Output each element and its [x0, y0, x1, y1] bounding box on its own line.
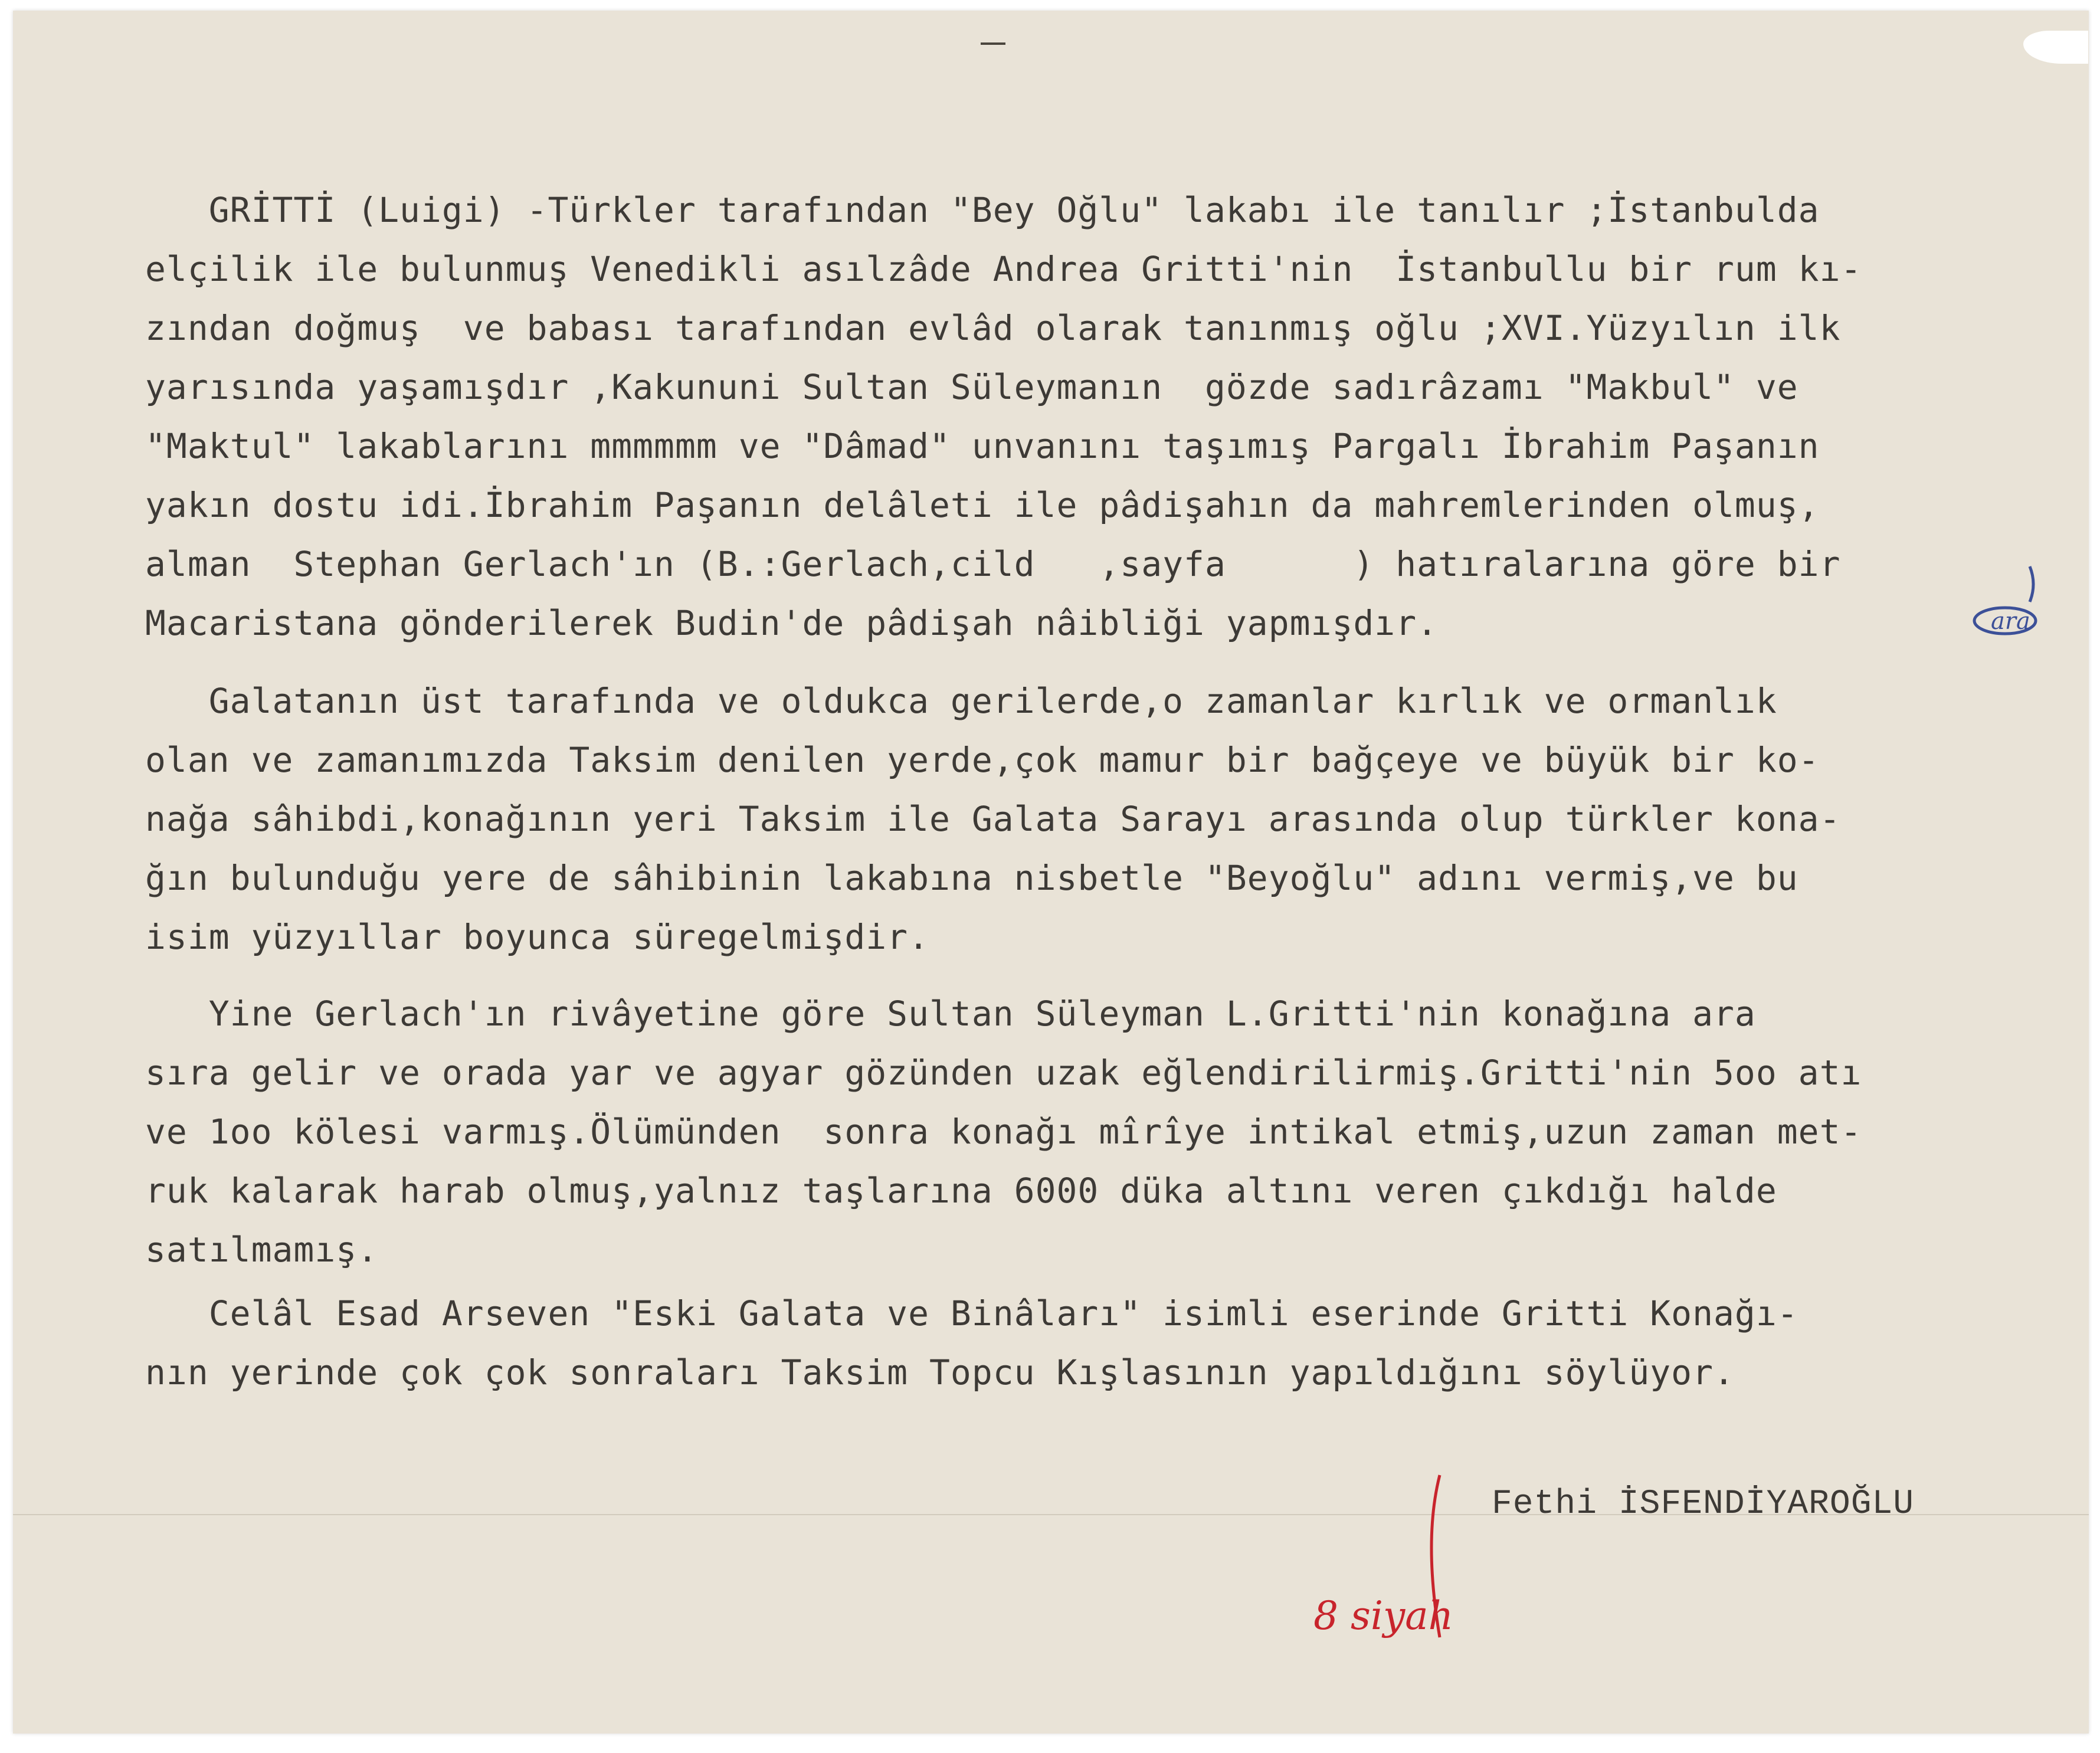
text-line: GRİTTİ (Luigi) -Türkler tarafından "Bey Oğlu" lakabı ile tanılır ;İstanbulda	[145, 190, 1820, 230]
text-line: isim yüzyıllar boyunca süregelmişdir.	[145, 917, 930, 957]
paragraph-4	[145, 1284, 1798, 1402]
text-line: elçilik ile bulunmuş Venedikli asılzâde Andrea Gritti'nin İstanbullu bir rum kı-	[145, 249, 1862, 289]
text-line: satılmamış.	[145, 1230, 379, 1270]
text-line: alman Stephan Gerlach'ın (B.:Gerlach,cild ,sayfa ) hatıralarına göre bir	[145, 544, 1841, 584]
text-line: ve 1oo kölesi varmış.Ölümünden sonra konağı mîrîye intikal etmiş,uzun zaman met-	[145, 1112, 1862, 1152]
text-line: Celâl Esad Arseven "Eski Galata ve Binâları" isimli eserinde Gritti Konağı-	[145, 1293, 1798, 1333]
text-line: ruk kalarak harab olmuş,yalnız taşlarına 6000 düka altını veren çıkdığı halde	[145, 1171, 1777, 1211]
annotation-red: 8 siyah	[1313, 1593, 1454, 1639]
signature: Fethi İSFENDİYAROĞLU	[1492, 1485, 1915, 1523]
text-line: ğın bulunduğu yere de sâhibinin lakabına nisbetle "Beyoğlu" adını vermiş,ve bu	[145, 858, 1798, 898]
text-line: olan ve zamanımızda Taksim denilen yerde,çok mamur bir bağçeye ve büyük bir ko-	[145, 740, 1820, 780]
top-mark	[981, 42, 1005, 45]
annotation-ara: ara	[1991, 608, 2030, 635]
text-line: nağa sâhibdi,konağının yeri Taksim ile Galata Sarayı arasında olup türkler kona-	[145, 799, 1841, 839]
paragraph-3	[145, 984, 1862, 1279]
text-line: Galatanın üst tarafında ve oldukca gerilerde,o zamanlar kırlık ve ormanlık	[145, 681, 1777, 721]
text-line: zından doğmuş ve babası tarafından evlâd olarak tanınmış oğlu ;XVI.Yüzyılın ilk	[145, 308, 1841, 348]
paragraph-2	[145, 671, 1841, 966]
text-line: nın yerinde çok çok sonraları Taksim Topcu Kışlasının yapıldığını söylüyor.	[145, 1352, 1735, 1392]
blue-pen-bracket	[2030, 566, 2033, 602]
text-line: yarısında yaşamışdır ,Kakununi Sultan Süleymanın gözde sadırâzamı "Makbul" ve	[145, 367, 1798, 407]
text-line: "Maktul" lakablarını mmmmmm ve "Dâmad" unvanını taşımış Pargalı İbrahim Paşanın	[145, 426, 1820, 466]
text-line: yakın dostu idi.İbrahim Paşanın delâleti ile pâdişahın da mahremlerinden olmuş,	[145, 485, 1820, 525]
paragraph-1	[145, 181, 1862, 653]
text-line: Macaristana gönderilerek Budin'de pâdişah nâibliği yapmışdır.	[145, 603, 1439, 643]
text-line: sıra gelir ve orada yar ve agyar gözünden uzak eğlendirilirmiş.Gritti'nin 5oo atı	[145, 1053, 1862, 1093]
text-line: Yine Gerlach'ın rivâyetine göre Sultan Süleyman L.Gritti'nin konağına ara	[145, 994, 1756, 1034]
